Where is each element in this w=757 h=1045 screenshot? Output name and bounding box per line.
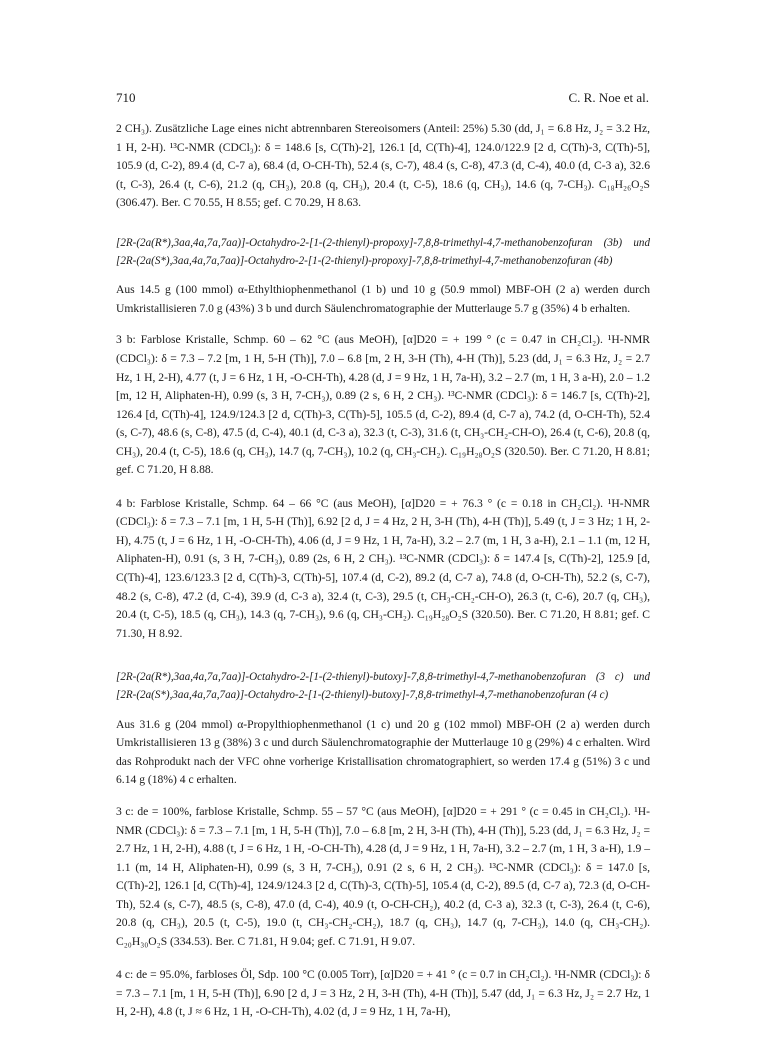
page-number: 710 [116, 90, 136, 105]
paragraph-compound-4b: 4 b: Farblose Kristalle, Schmp. 64 – 66 °C (aus MeOH), [α]D20 = + 76.3 ° (c = 0.18 in CH₂Cl₂). ¹H-NMR (CDCl₃): δ = 7.3 – 7.1 [m, 1 H, 5-H (Th)], 6.92 [2 d, J = 4 Hz, 2 H, 3-H (Th), 4-H (Th)], 5.49 (t, J = 3 Hz; 1 H, 2-H), 4.75 (t, J = 6 Hz, 1 H, -O-CH-Th), 4.06 (d, J = 9 Hz, 1 H, 7a-H), 3.2 – 2.7 (m, 1 H, 3 a-H), 2.1 – 1.1 (m, 12 H, Aliphaten-H), 0.91 (s, 3 H, 7-CH₃), 0.89 (2s, 6 H, 2 CH₃). ¹³C-NMR (CDCl₃): δ = 147.4 [s, C(Th)-2], 125.9 [d, C(Th)-4], 123.6/123.3 [2 d, C(Th)-3, C(Th)-5], 107.4 (d, C-2), 89.2 (d, C-7 a), 74.8 (d, O-CH-Th), 52.2 (s, C-7), 48.2 (s, C-8), 47.2 (d, C-4), 39.9 (d, C-3 a), 32.4 (t, C-3), 29.5 (t, CH₃-CH₂-CH-O), 26.3 (t, C-6), 20.7 (q, CH₃), 20.4 (t, C-5), 18.5 (q, CH₃), 14.3 (q, 7-CH₃), 9.6 (q, CH₃-CH₂). C₁₉H₂₈O₂S (320.50). Ber. C 71.20, H 8.81; gef. C 71.30, H 8.92. [116, 496, 650, 640]
paragraph-synthesis-1c: Aus 31.6 g (204 mmol) α-Propylthiophenmethanol (1 c) und 20 g (102 mmol) MBF-OH (2 a) werden durch Umkristallisieren 13 g (38%) 3 c und durch Säulenchromatographie der Mutterlauge 10 g (29%) 4 c erhalten. Wird das Rohprodukt nach der VFC ohne vorherige Kristallisation chromatographiert, so werden 17.4 g (51%) 3 c und 6.14 g (18%) 4 c erhalten. [116, 717, 650, 787]
paragraph-compound-3b: 3 b: Farblose Kristalle, Schmp. 60 – 62 °C (aus MeOH), [α]D20 = + 199 ° (c = 0.47 in CH₂Cl₂). ¹H-NMR (CDCl₃): δ = 7.3 – 7.2 [m, 1 H, 5-H (Th)], 7.0 – 6.8 [m, 2 H, 3-H (Th), 4-H (Th)], 5.23 (dd, J₁ = 6.3 Hz, J₂ = 2.7 Hz, 1 H, 2-H), 4.77 (t, J = 6 Hz, 1 H, -O-CH-Th), 4.28 (d, J = 9 Hz, 1 H, 7a-H), 3.2 – 2.7 (m, 1 H, 3 a-H), 2.0 – 1.2 [m, 12 H, Aliphaten-H), 0.99 (s, 3 H, 7-CH₃), 0.89 (2 s, 6 H, 2 CH₃). ¹³C-NMR (CDCl₃): δ = 146.7 [s, C(Th)-2], 126.4 [d, C(Th)-4], 124.9/124.3 [2 d, C(Th)-3, C(Th)-5], 105.5 (d, C-2), 89.4 (d, C-7 a), 74.2 (d, O-CH-Th), 52.4 (s, C-7), 48.6 (s, C-8), 47.5 (d, C-4), 40.1 (d, C-3 a), 32.3 (t, C-3), 31.6 (t, CH₃-CH₂-CH-O), 26.4 (t, C-6), 20.8 (q, CH₃), 20.4 (t, C-5), 18.6 (q, CH₃), 14.7 (q, 7-CH₃), 10.2 (q, CH₃-CH₂). C₁₉H₂₈O₂S (320.50). Ber. C 71.20, H 8.81; gef. C 71.20, H 8.88. [116, 333, 650, 477]
running-author: C. R. Noe et al. [568, 90, 649, 105]
paragraph-compound-3c: 3 c: de = 100%, farblose Kristalle, Schmp. 55 – 57 °C (aus MeOH), [α]D20 = + 291 ° (c = 0.45 in CH₂Cl₂). ¹H-NMR (CDCl₃): δ = 7.3 – 7.1 [m, 1 H, 5-H (Th)], 7.0 – 6.8 [m, 2 H, 3-H (Th), 4-H (Th)], 5.23 (dd, J₁ = 6.3 Hz, J₂ = 2.7 Hz, 1 H, 2-H), 4.88 (t, J = 6 Hz, 1 H, -O-CH-Th), 4.28 (d, J = 9 Hz, 1 H, 7a-H), 3.2 – 2.7 (m, 1 H, 3 a-H), 1.9 – 1.1 (m, 14 H, Aliphaten-H), 0.99 (s, 3 H, 7-CH₃), 0.91 (2 s, 6 H, 2 CH₃). ¹³C-NMR (CDCl₃): δ = 147.0 [s, C(Th)-2], 126.1 [d, C(Th)-4], 124.9/124.3 [2 d, C(Th)-3, C(Th)-5], 105.4 (d, C-2), 89.5 (d, C-7 a), 72.3 (d, O-CH-Th), 52.4 (s, C-7), 48.5 (s, C-8), 47.0 (d, C-4), 40.9 (t, O-CH-CH₂), 40.2 (d, C-3 a), 32.3 (t, C-3), 26.4 (t, C-6), 20.8 (q, CH₃), 20.5 (t, C-5), 19.0 (t, CH₃-CH₂-CH₂), 18.7 (q, CH₃), 14.7 (q, 7-CH₃), 14.0 (q, CH₃-CH₂). C₂₀H₃₀O₂S (334.53). Ber. C 71.81, H 9.04; gef. C 71.91, H 9.07. [116, 804, 650, 948]
article-body [116, 120, 650, 1022]
compound-heading-3b-4b: [2R-(2a(R*),3aa,4a,7a,7aa)]-Octahydro-2-[1-(2-thienyl)-propoxy]-7,8,8-trimethyl-4,7-methanobenzofuran (3b) und [2R-(2a(S*),3aa,4a,7a,7aa)]-Octahydro-2-[1-(2-thienyl)-propoxy]-7,8,8-trimethyl-4,7-methanobenzofuran (4b) [116, 236, 650, 268]
paragraph-compound-4c: 4 c: de = 95.0%, farbloses Öl, Sdp. 100 °C (0.005 Torr), [α]D20 = + 41 ° (c = 0.7 in CH₂Cl₂). ¹H-NMR (CDCl₃): δ = 7.3 – 7.1 [m, 1 H, 5-H (Th)], 6.90 [2 d, J = 3 Hz, 2 H, 3-H (Th), 4-H (Th)], 5.47 (dd, J₁ = 6.3 Hz, J₂ = 2.7 Hz, 1 H, 2-H), 4.8 (t, J ≈ 6 Hz, 1 H, -O-CH-Th), 4.02 (d, J = 9 Hz, 1 H, 7a-H), [116, 968, 650, 1019]
paragraph-nmr-continuation: 2 CH₃). Zusätzliche Lage eines nicht abtrennbaren Stereoisomers (Anteil: 25%) 5.30 (dd, J₁ = 6.8 Hz, J₂ = 3.2 Hz, 1 H, 2-H). ¹³C-NMR (CDCl₃): δ = 148.6 [s, C(Th)-2], 126.1 [d, C(Th)-4], 124.0/122.9 [2 d, C(Th)-3, C(Th)-5], 105.9 (d, C-2), 89.4 (d, C-7 a), 68.4 (d, O-CH-Th), 52.4 (s, C-7), 48.4 (s, C-8), 47.3 (d, C-4), 40.0 (d, C-3 a), 32.6 (t, C-3), 26.4 (t, C-6), 21.2 (q, CH₃), 20.8 (q, CH₃), 20.4 (t, C-5), 18.6 (q, CH₃), 14.6 (q, 7-CH₃). C₁₈H₂₆O₂S (306.47). Ber. C 70.55, H 8.55; gef. C 70.29, H 8.63. [116, 122, 650, 210]
paragraph-synthesis-1b: Aus 14.5 g (100 mmol) α-Ethylthiophenmethanol (1 b) und 10 g (50.9 mmol) MBF-OH (2 a) werden durch Umkristallisieren 7.0 g (43%) 3 b und durch Säulenchromatographie der Mutterlauge 5.7 g (35%) 4 b erhalten. [116, 283, 650, 315]
compound-heading-3c-4c: [2R-(2a(R*),3aa,4a,7a,7aa)]-Octahydro-2-[1-(2-thienyl)-butoxy]-7,8,8-trimethyl-4,7-methanobenzofuran (3 c) und [2R-(2a(S*),3aa,4a,7a,7aa)]-Octahydro-2-[1-(2-thienyl)-butoxy]-7,8,8-trimethyl-4,7-methanobenzofuran (4 c) [116, 671, 650, 702]
